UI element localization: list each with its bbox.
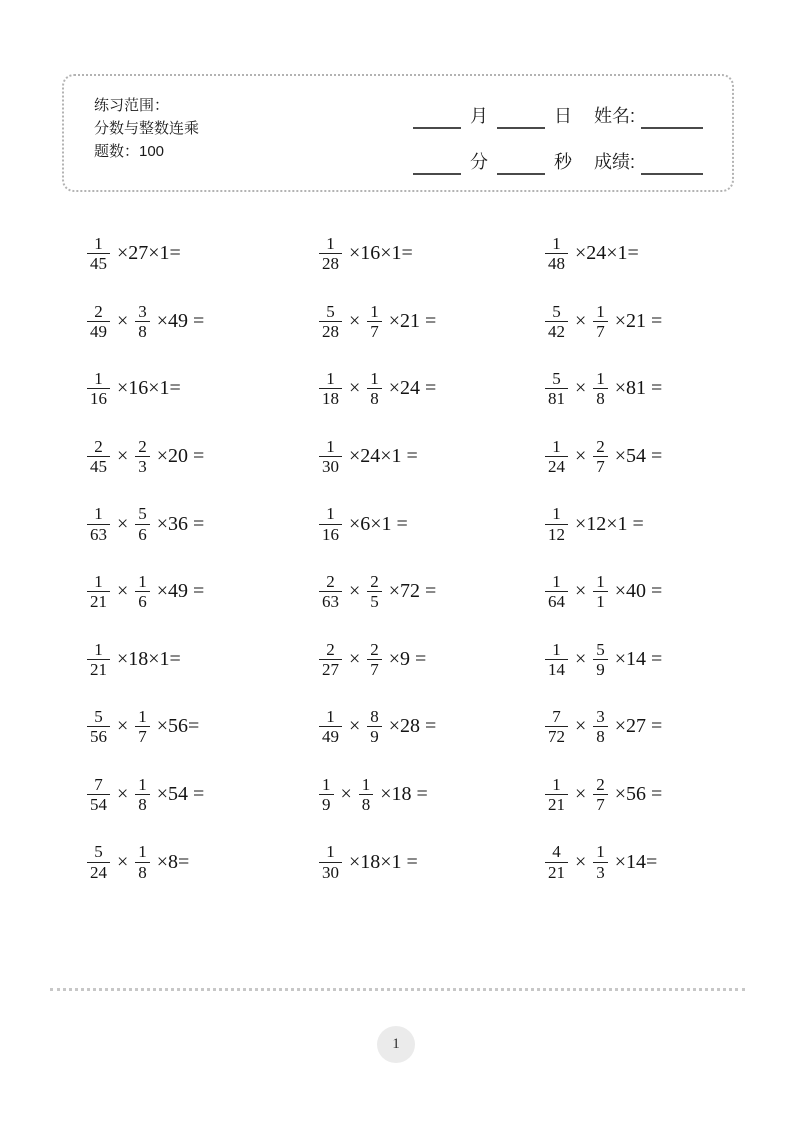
fraction <box>87 708 110 746</box>
math-problem <box>317 370 543 408</box>
fraction <box>367 708 382 746</box>
operator-text: ×56 = <box>609 783 663 806</box>
fraction <box>319 370 342 408</box>
denominator: 49 <box>322 727 339 747</box>
fraction <box>319 776 334 814</box>
operator-text: × <box>344 309 366 332</box>
numerator: 2 <box>94 436 103 456</box>
denominator: 8 <box>138 795 147 815</box>
numerator: 2 <box>596 774 605 794</box>
operator-text: ×16×1= <box>112 377 181 400</box>
math-problem <box>317 843 543 881</box>
fraction <box>593 776 608 814</box>
math-problem <box>85 370 317 408</box>
denominator: 9 <box>322 795 331 815</box>
math-problem <box>543 641 745 679</box>
numerator: 2 <box>94 301 103 321</box>
numerator: 1 <box>326 707 335 727</box>
numerator: 1 <box>94 504 103 524</box>
problems-grid <box>85 220 745 896</box>
denominator: 16 <box>322 524 339 544</box>
denominator: 30 <box>322 862 339 882</box>
numerator: 5 <box>94 842 103 862</box>
numerator: 1 <box>138 774 147 794</box>
denominator: 63 <box>90 524 107 544</box>
numerator: 2 <box>596 436 605 456</box>
operator-text: ×28 = <box>383 715 437 738</box>
denominator: 7 <box>370 321 379 341</box>
operator-text: × <box>570 309 592 332</box>
practice-range-label: 练习范围： <box>94 97 170 114</box>
numerator: 1 <box>370 301 379 321</box>
fraction <box>593 303 608 341</box>
denominator: 8 <box>596 389 605 409</box>
denominator: 81 <box>548 389 565 409</box>
fraction <box>319 573 342 611</box>
denominator: 9 <box>370 727 379 747</box>
denominator: 7 <box>596 321 605 341</box>
numerator: 1 <box>596 369 605 389</box>
denominator: 12 <box>548 524 565 544</box>
math-problem <box>543 235 745 273</box>
denominator: 16 <box>90 389 107 409</box>
math-problem <box>543 708 745 746</box>
numerator: 1 <box>94 369 103 389</box>
denominator: 18 <box>322 389 339 409</box>
numerator: 1 <box>596 301 605 321</box>
numerator: 7 <box>552 707 561 727</box>
math-problem <box>85 708 317 746</box>
math-problem <box>85 641 317 679</box>
operator-text: ×54 = <box>609 445 663 468</box>
operator-text: ×18 = <box>375 783 428 806</box>
operator-text: ×18×1= <box>112 647 181 670</box>
numerator: 5 <box>94 707 103 727</box>
numerator: 1 <box>552 639 561 659</box>
math-problem <box>317 641 543 679</box>
numerator: 2 <box>370 571 379 591</box>
numerator: 1 <box>94 639 103 659</box>
fraction <box>545 776 568 814</box>
denominator: 28 <box>322 321 339 341</box>
denominator: 63 <box>322 592 339 612</box>
minute-label: 分 <box>470 152 488 172</box>
denominator: 45 <box>90 254 107 274</box>
header-box <box>62 74 734 192</box>
operator-text: ×36 = <box>151 512 205 535</box>
denominator: 48 <box>548 254 565 274</box>
operator-text: ×9 = <box>383 647 427 670</box>
operator-text: × <box>570 783 592 806</box>
fraction <box>319 708 342 746</box>
fraction <box>319 303 342 341</box>
fraction <box>593 438 608 476</box>
numerator: 5 <box>552 301 561 321</box>
denominator: 45 <box>90 457 107 477</box>
denominator: 9 <box>596 659 605 679</box>
operator-text: ×49 = <box>151 309 205 332</box>
numerator: 1 <box>552 774 561 794</box>
fraction <box>87 641 110 679</box>
operator-text: ×81 = <box>609 377 663 400</box>
operator-text: × <box>112 715 134 738</box>
fraction <box>87 505 110 543</box>
fraction <box>319 438 342 476</box>
time-score-row <box>404 148 703 175</box>
numerator: 5 <box>138 504 147 524</box>
operator-text: × <box>112 445 134 468</box>
operator-text: ×18×1 = <box>344 850 418 873</box>
name-label: 姓名: <box>594 106 636 126</box>
denominator: 14 <box>548 659 565 679</box>
numerator: 1 <box>138 707 147 727</box>
denominator: 7 <box>138 727 147 747</box>
fraction <box>545 370 568 408</box>
fraction <box>319 641 342 679</box>
operator-text: ×49 = <box>151 580 205 603</box>
fraction <box>367 573 382 611</box>
fraction <box>135 505 150 543</box>
operator-text: × <box>112 580 134 603</box>
math-problem <box>543 843 745 881</box>
fraction <box>367 303 382 341</box>
denominator: 24 <box>548 457 565 477</box>
fraction <box>135 843 150 881</box>
numerator: 2 <box>370 639 379 659</box>
math-problem <box>317 776 543 814</box>
operator-text: ×24×1 = <box>344 445 418 468</box>
numerator: 1 <box>138 571 147 591</box>
fraction <box>87 573 110 611</box>
operator-text: ×6×1 = <box>344 512 408 535</box>
math-problem <box>317 708 543 746</box>
day-label: 日 <box>554 106 572 126</box>
numerator: 1 <box>326 504 335 524</box>
denominator: 54 <box>90 795 107 815</box>
numerator: 5 <box>326 301 335 321</box>
fraction <box>87 370 110 408</box>
operator-text: ×27 = <box>609 715 663 738</box>
numerator: 1 <box>326 369 335 389</box>
name-blank-line <box>641 107 703 129</box>
numerator: 2 <box>138 436 147 456</box>
numerator: 1 <box>552 571 561 591</box>
fraction <box>545 505 568 543</box>
second-label: 秒 <box>554 152 572 172</box>
math-problem <box>543 303 745 341</box>
math-problem <box>85 776 317 814</box>
fraction <box>319 843 342 881</box>
denominator: 21 <box>548 862 565 882</box>
month-blank-line <box>413 107 461 129</box>
denominator: 8 <box>370 389 379 409</box>
denominator: 21 <box>90 659 107 679</box>
operator-text: × <box>344 377 366 400</box>
operator-text: × <box>344 580 366 603</box>
numerator: 1 <box>552 436 561 456</box>
fraction <box>593 708 608 746</box>
operator-text: ×14= <box>609 850 658 873</box>
denominator: 30 <box>322 457 339 477</box>
numerator: 1 <box>361 774 371 794</box>
operator-text: ×24 = <box>383 377 437 400</box>
denominator: 21 <box>548 795 565 815</box>
fraction <box>545 641 568 679</box>
fraction <box>367 641 382 679</box>
operator-text: ×14 = <box>609 647 663 670</box>
fraction <box>593 573 608 611</box>
operator-text: ×20 = <box>151 445 205 468</box>
fraction <box>545 843 568 881</box>
page-divider <box>50 988 745 991</box>
math-problem <box>85 438 317 476</box>
fraction <box>545 573 568 611</box>
operator-text: × <box>570 580 592 603</box>
fraction <box>87 438 110 476</box>
fraction <box>135 303 150 341</box>
month-label: 月 <box>470 106 488 126</box>
math-problem <box>85 573 317 611</box>
second-blank-line <box>497 153 545 175</box>
numerator: 2 <box>326 639 335 659</box>
numerator: 1 <box>326 233 335 253</box>
operator-text: × <box>112 309 134 332</box>
date-name-row <box>404 102 703 129</box>
math-problem <box>543 573 745 611</box>
fraction <box>87 843 110 881</box>
denominator: 5 <box>370 592 379 612</box>
question-count-label: 题数：100 <box>94 143 165 160</box>
denominator: 8 <box>596 727 605 747</box>
numerator: 1 <box>370 369 379 389</box>
denominator: 3 <box>596 862 605 882</box>
fraction <box>87 303 110 341</box>
numerator: 1 <box>326 842 335 862</box>
math-problem <box>317 438 543 476</box>
operator-text: ×40 = <box>609 580 663 603</box>
operator-text: × <box>112 850 134 873</box>
operator-text: ×12×1 = <box>570 512 644 535</box>
denominator: 28 <box>322 254 339 274</box>
numerator: 3 <box>138 301 147 321</box>
operator-text: × <box>570 377 592 400</box>
fraction <box>87 235 110 273</box>
math-problem <box>85 843 317 881</box>
numerator: 4 <box>552 842 561 862</box>
denominator: 7 <box>596 795 605 815</box>
denominator: 56 <box>90 727 107 747</box>
fraction <box>545 438 568 476</box>
operator-text: × <box>344 647 366 670</box>
denominator: 7 <box>370 659 379 679</box>
denominator: 27 <box>322 659 339 679</box>
numerator: 1 <box>326 436 335 456</box>
math-problem <box>543 776 745 814</box>
math-problem <box>543 505 745 543</box>
operator-text: × <box>570 715 592 738</box>
operator-text: × <box>570 445 592 468</box>
numerator: 5 <box>552 369 561 389</box>
math-problem <box>85 235 317 273</box>
operator-text: ×27×1= <box>112 242 181 265</box>
day-blank-line <box>497 107 545 129</box>
fraction <box>545 235 568 273</box>
operator-text: ×24×1= <box>570 242 639 265</box>
math-problem <box>317 235 543 273</box>
numerator: 1 <box>552 504 561 524</box>
fraction <box>135 776 150 814</box>
operator-text: × <box>112 783 134 806</box>
denominator: 7 <box>596 457 605 477</box>
operator-text: ×21 = <box>609 309 663 332</box>
operator-text: × <box>344 715 366 738</box>
denominator: 1 <box>596 592 605 612</box>
denominator: 8 <box>138 862 147 882</box>
denominator: 64 <box>548 592 565 612</box>
fraction <box>87 776 110 814</box>
minute-blank-line <box>413 153 461 175</box>
math-problem <box>85 303 317 341</box>
practice-range-value: 分数与整数连乘 <box>94 120 200 137</box>
score-label: 成绩: <box>594 152 636 172</box>
score-blank-line <box>641 153 703 175</box>
denominator: 42 <box>548 321 565 341</box>
page-number-badge <box>377 1026 415 1063</box>
math-problem <box>317 505 543 543</box>
denominator: 49 <box>90 321 107 341</box>
fraction <box>319 235 342 273</box>
fraction <box>545 303 568 341</box>
denominator: 21 <box>90 592 107 612</box>
numerator: 5 <box>596 639 605 659</box>
numerator: 7 <box>94 774 103 794</box>
operator-text: × <box>570 647 592 670</box>
fraction <box>593 641 608 679</box>
fraction <box>319 505 342 543</box>
fraction <box>545 708 568 746</box>
denominator: 3 <box>138 457 147 477</box>
operator-text: ×16×1= <box>344 242 413 265</box>
fraction <box>593 843 608 881</box>
math-problem <box>317 303 543 341</box>
fraction <box>367 370 382 408</box>
numerator: 1 <box>322 774 331 794</box>
denominator: 24 <box>90 862 107 882</box>
denominator: 72 <box>548 727 565 747</box>
operator-text: × <box>570 850 592 873</box>
numerator: 1 <box>596 842 605 862</box>
operator-text: × <box>112 512 134 535</box>
worksheet-info <box>94 94 199 163</box>
numerator: 2 <box>326 571 335 591</box>
math-problem <box>317 573 543 611</box>
operator-text: ×54 = <box>151 783 205 806</box>
numerator: 8 <box>370 707 379 727</box>
numerator: 1 <box>552 233 561 253</box>
operator-text: ×72 = <box>383 580 437 603</box>
operator-text: ×8= <box>151 850 190 873</box>
operator-text: ×56= <box>151 715 200 738</box>
fraction <box>135 708 150 746</box>
math-problem <box>85 505 317 543</box>
numerator: 1 <box>94 571 103 591</box>
fraction <box>135 573 150 611</box>
numerator: 1 <box>138 842 147 862</box>
page-number: 1 <box>392 1036 400 1052</box>
denominator: 6 <box>138 592 147 612</box>
fraction <box>359 776 374 814</box>
denominator: 8 <box>138 321 147 341</box>
fraction <box>593 370 608 408</box>
numerator: 3 <box>596 707 605 727</box>
operator-text: × <box>335 783 357 806</box>
operator-text: ×21 = <box>383 309 437 332</box>
denominator: 6 <box>138 524 147 544</box>
denominator: 8 <box>361 795 371 815</box>
fraction <box>135 438 150 476</box>
math-problem <box>543 370 745 408</box>
math-problem <box>543 438 745 476</box>
numerator: 1 <box>596 571 605 591</box>
numerator: 1 <box>94 233 103 253</box>
